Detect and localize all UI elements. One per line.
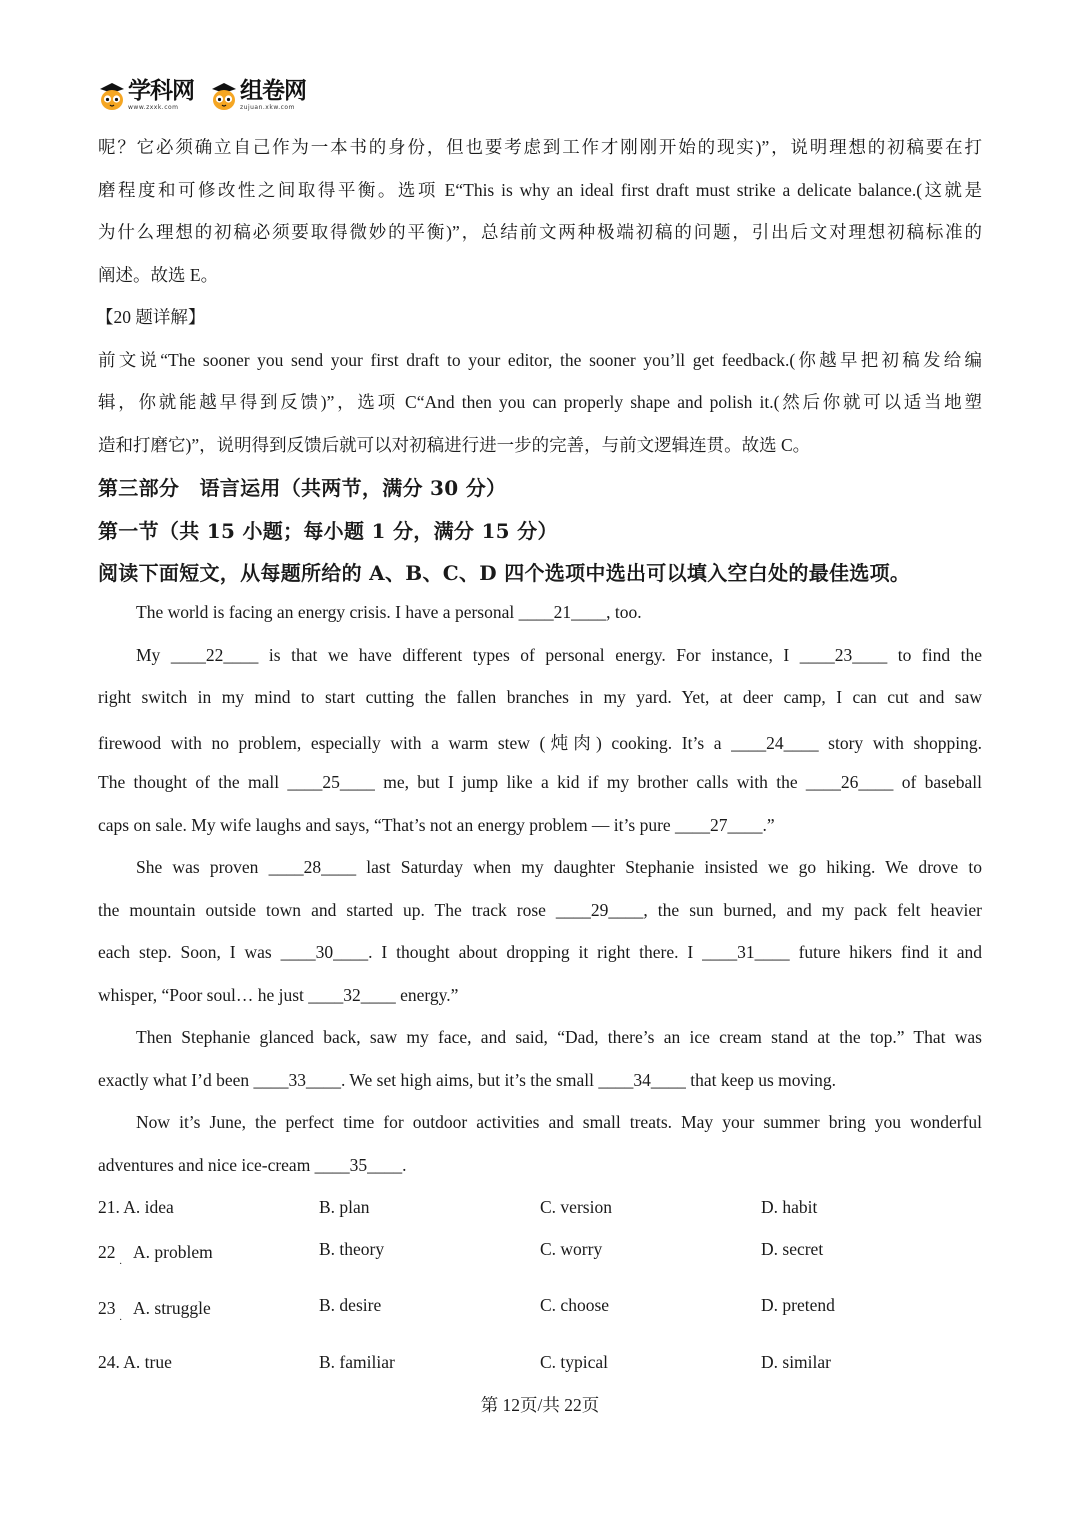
option-c[interactable]: C. worry [540, 1239, 603, 1259]
passage-line: each step. Soon, I was ____30____. I thought about dropping it right there. I ____31____ future hikers find it and [98, 942, 982, 962]
option-a[interactable]: 24. A. true [98, 1352, 172, 1372]
passage-line: exactly what I’d been ____33____. We set high aims, but it’s the small ____34____ that keep us moving. [98, 1070, 837, 1090]
option-b[interactable]: B. desire [319, 1295, 382, 1315]
option-a[interactable]: 22 A. problem [98, 1242, 213, 1262]
text-line: 前文说“The sooner you send your first draft to your editor, the sooner you’ll get feedback.(你越早把初稿发给编 [98, 350, 982, 370]
passage-text: The world is facing an energy crisis. I have a personal [136, 602, 519, 622]
text-line: 呢？它必须确立自己作为一本书的身份，但也要考虑到工作才刚刚开始的现实)”，说明理想的初稿要在打 [98, 137, 982, 157]
passage-line: the mountain outside town and started up. The track rose ____29____, the sun burned, and my pack felt heavier [98, 900, 982, 920]
passage-line: caps on sale. My wife laughs and says, “That’s not an energy problem — it’s pure ____27____.” [98, 815, 775, 835]
text-line: 造和打磨它)”，说明得到反馈后就可以对初稿进行进一步的完善，与前文逻辑连贯。故选 C。 [98, 435, 811, 455]
section-heading: 第三部分 语言运用（共两节，满分 30 分） [98, 476, 507, 500]
text-line: 为什么理想的初稿必须要取得微妙的平衡)”，总结前文两种极端初稿的问题，引出后文对理想初稿标准的 [98, 222, 982, 242]
owl-mascot-icon [98, 81, 126, 111]
option-d[interactable]: D. pretend [761, 1295, 835, 1315]
passage-line: right switch in my mind to start cutting the fallen branches in my yard. Yet, at deer camp, I can cut and saw [98, 687, 982, 707]
logo-xuekewang[interactable] [98, 80, 194, 111]
logo1-sub: www.zxxk.com [128, 104, 179, 111]
option-a[interactable]: 23 A. struggle [98, 1298, 211, 1318]
passage-line: Then Stephanie glanced back, saw my face, and said, “Dad, there’s an ice cream stand at the top.” That was [136, 1027, 982, 1047]
option-c[interactable]: C. version [540, 1197, 612, 1217]
header-logos [98, 80, 306, 118]
option-b[interactable]: B. plan [319, 1197, 370, 1217]
dot-mark: · [119, 1315, 123, 1326]
option-b[interactable]: B. theory [319, 1239, 385, 1259]
option-b[interactable]: B. familiar [319, 1352, 395, 1372]
owl-mascot-icon [210, 81, 238, 111]
q20-heading: 【20 题详解】 [96, 307, 206, 327]
logo-zujuanwang[interactable] [210, 80, 306, 111]
option-row-24 [98, 1352, 982, 1376]
logo2-sub: zujuan.xkw.com [240, 104, 295, 111]
logo2-text: 组卷网 [240, 78, 306, 104]
option-d[interactable]: D. similar [761, 1352, 831, 1372]
text-line: 磨程度和可修改性之间取得平衡。选项 E“This is why an ideal first draft must strike a delicate balance.(这就是 [98, 180, 982, 200]
option-row-22 [98, 1239, 982, 1270]
passage-line: She was proven ____28____ last Saturday when my daughter Stephanie insisted we go hiking. We drove to [136, 857, 982, 877]
option-row-23 [98, 1295, 982, 1326]
passage-line [136, 602, 642, 623]
passage-text: , too. [606, 602, 642, 622]
logo1-text: 学科网 [128, 78, 194, 104]
option-row-21 [98, 1197, 982, 1221]
text-line: 阐述。故选 E。 [98, 265, 219, 285]
option-c[interactable]: C. choose [540, 1295, 610, 1315]
option-d[interactable]: D. habit [761, 1197, 818, 1217]
option-d[interactable]: D. secret [761, 1239, 824, 1259]
passage-line: whisper, “Poor soul… he just ____32____ energy.” [98, 985, 459, 1005]
option-a[interactable]: 21. A. idea [98, 1197, 174, 1217]
text-line: 辑，你就能越早得到反馈)”，选项 C“And then you can properly shape and polish it.(然后你就可以适当地塑 [98, 392, 982, 412]
passage-line: My ____22____ is that we have different types of personal energy. For instance, I ____23____ to find the [136, 645, 982, 665]
option-c[interactable]: C. typical [540, 1352, 609, 1372]
passage-line: firewood with no problem, especially with a warm stew (炖肉) cooking. It’s a ____24____ story with shopping. [98, 733, 982, 753]
passage-line: Now it’s June, the perfect time for outdoor activities and small treats. May your summer bring you wonderful [136, 1112, 982, 1132]
dot-mark: · [119, 1259, 123, 1270]
passage-line: adventures and nice ice-cream ____35____. [98, 1155, 407, 1175]
blank-21: ____21____ [518, 602, 607, 622]
instruction-heading: 阅读下面短文，从每题所给的 A、B、C、D 四个选项中选出可以填入空白处的最佳选项。 [98, 561, 911, 585]
passage-line: The thought of the mall ____25____ me, but I jump like a kid if my brother calls with the ____26____ of baseball [98, 772, 982, 792]
page-number: 第 12页/共 22页 [480, 1395, 600, 1415]
subsection-heading: 第一节（共 15 小题；每小题 1 分，满分 15 分） [98, 519, 558, 543]
